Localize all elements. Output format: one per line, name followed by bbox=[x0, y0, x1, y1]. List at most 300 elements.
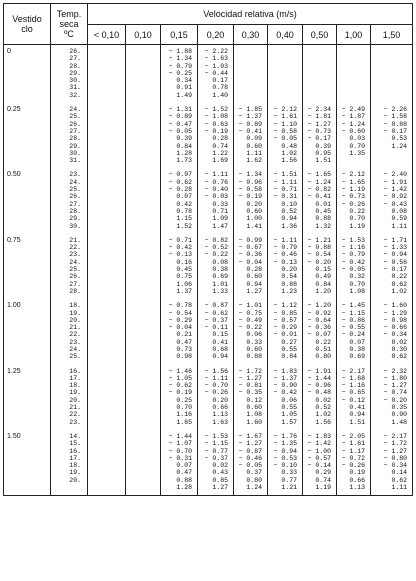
pmv-value: − 2.40 bbox=[383, 171, 408, 179]
pmv-value: − 1.00 bbox=[307, 447, 331, 455]
pmv-value: − 1.91 bbox=[383, 178, 408, 186]
pmv-value: − 0.03 bbox=[204, 193, 228, 201]
pmv-value: − 1.37 bbox=[273, 374, 297, 382]
pmv-value: − 0.79 bbox=[341, 251, 365, 259]
pmv-value: 0.22 bbox=[349, 207, 365, 215]
pmv-value: − 2.32 bbox=[383, 367, 408, 375]
temp-value: 22. bbox=[69, 244, 81, 252]
value-cell bbox=[88, 299, 126, 364]
value-cell bbox=[371, 365, 413, 430]
value-cell bbox=[371, 234, 413, 299]
temp-value: 27. bbox=[69, 200, 81, 208]
pmv-value: 0.08 bbox=[391, 207, 408, 215]
pmv-value: − 1.11 bbox=[273, 236, 297, 244]
temp-value: 23. bbox=[69, 251, 81, 259]
value-cell bbox=[268, 103, 303, 168]
pmv-value: − 0.63 bbox=[204, 120, 228, 128]
pmv-value: 0.68 bbox=[212, 345, 228, 353]
pmv-value: 0.01 bbox=[315, 200, 331, 208]
temp-value: 17. bbox=[69, 454, 81, 462]
pmv-value: 1.02 bbox=[315, 411, 331, 419]
pmv-value: 1.19 bbox=[315, 484, 331, 492]
pmv-value: − 0.28 bbox=[168, 186, 192, 194]
pmv-value: − 0.94 bbox=[383, 251, 408, 259]
pmv-value: 0.74 bbox=[212, 142, 228, 150]
pmv-value: 0.07 bbox=[349, 338, 365, 346]
pmv-value: 0.02 bbox=[391, 338, 408, 346]
pmv-value: − 1.11 bbox=[273, 178, 297, 186]
pmv-value: − 0.62 bbox=[168, 178, 192, 186]
pmv-value: 0.09 bbox=[246, 135, 262, 143]
temp-value: 30. bbox=[69, 149, 81, 157]
pmv-value: − 1.19 bbox=[341, 186, 365, 194]
pmv-value: − 0.76 bbox=[204, 178, 228, 186]
pmv-value: 1.51 bbox=[315, 157, 331, 165]
pmv-value: − 0.44 bbox=[204, 69, 228, 77]
pmv-value: 0.20 bbox=[281, 266, 297, 274]
pmv-value: 1.28 bbox=[176, 149, 192, 157]
pmv-value: 0.70 bbox=[176, 404, 192, 412]
speed-header: 0,15 bbox=[161, 25, 198, 45]
value-cell bbox=[126, 45, 161, 104]
pmv-value: − 0.35 bbox=[238, 389, 262, 397]
pmv-value: 0.59 bbox=[391, 215, 408, 223]
pmv-value: − 1.72 bbox=[383, 440, 408, 448]
pmv-value: − 0.34 bbox=[383, 462, 408, 470]
pmv-value: − 1.11 bbox=[204, 171, 228, 179]
pmv-value: 1.47 bbox=[212, 222, 228, 230]
pmv-value: 1.37 bbox=[176, 287, 192, 295]
pmv-value: 1.08 bbox=[246, 411, 262, 419]
pmv-value: − 0.53 bbox=[273, 454, 297, 462]
pmv-value: − 2.12 bbox=[273, 106, 297, 114]
pmv-value: 1.49 bbox=[176, 91, 192, 99]
value-cell bbox=[303, 365, 337, 430]
value-cell bbox=[198, 365, 234, 430]
pmv-value: − 0.17 bbox=[383, 266, 408, 274]
temp-cell bbox=[51, 103, 88, 168]
pmv-value: 0.02 bbox=[315, 396, 331, 404]
value-cell bbox=[198, 234, 234, 299]
table-row bbox=[4, 103, 413, 168]
pmv-value: 0.88 bbox=[176, 476, 192, 484]
pmv-value: − 0.17 bbox=[307, 135, 331, 143]
pmv-value: 1.23 bbox=[281, 287, 297, 295]
pmv-value: − 1.68 bbox=[341, 374, 365, 382]
pmv-table bbox=[3, 3, 412, 576]
temp-value: 30. bbox=[69, 77, 81, 85]
pmv-value: 1.08 bbox=[349, 287, 365, 295]
pmv-value: − 1.15 bbox=[204, 440, 228, 448]
pmv-value: 0.15 bbox=[315, 266, 331, 274]
value-cell bbox=[337, 234, 371, 299]
temp-value: 31. bbox=[69, 157, 81, 165]
pmv-value: − 0.19 bbox=[238, 193, 262, 201]
temp-value: 29. bbox=[69, 142, 81, 150]
pmv-value: − 1.51 bbox=[273, 171, 297, 179]
speed-header: 1,50 bbox=[371, 25, 413, 45]
pmv-value: − 0.86 bbox=[341, 316, 365, 324]
pmv-value: 0.07 bbox=[176, 462, 192, 470]
temp-value: 19. bbox=[69, 389, 81, 397]
temp-value: 30. bbox=[69, 222, 81, 230]
pmv-value: − 1.16 bbox=[341, 244, 365, 252]
value-cell bbox=[371, 103, 413, 168]
pmv-value: 0.47 bbox=[176, 338, 192, 346]
pmv-value: 1.16 bbox=[176, 411, 192, 419]
pmv-value: 1.19 bbox=[349, 222, 365, 230]
pmv-value: 1.24 bbox=[391, 142, 408, 150]
pmv-value: 0.52 bbox=[281, 207, 297, 215]
temp-cell bbox=[51, 365, 88, 430]
pmv-value: 1.11 bbox=[246, 149, 262, 157]
pmv-value: 0.60 bbox=[246, 404, 262, 412]
pmv-value: − 0.73 bbox=[307, 127, 331, 135]
pmv-value: − 1.44 bbox=[168, 432, 192, 440]
pmv-value: − 0.14 bbox=[307, 462, 331, 470]
pmv-value: 0.12 bbox=[246, 396, 262, 404]
pmv-value: 0.55 bbox=[281, 404, 297, 412]
pmv-value: 0.02 bbox=[212, 462, 228, 470]
pmv-value: 1.33 bbox=[212, 287, 228, 295]
value-cell bbox=[198, 45, 234, 104]
pmv-value: − 1.35 bbox=[273, 440, 297, 448]
pmv-value: − 0.87 bbox=[204, 302, 228, 310]
value-cell bbox=[337, 103, 371, 168]
pmv-value: 0.47 bbox=[176, 469, 192, 477]
clo-value: 1.00 bbox=[4, 299, 51, 364]
pmv-value: 0.39 bbox=[176, 135, 192, 143]
temp-cell bbox=[51, 168, 88, 233]
pmv-value: − 1.91 bbox=[307, 367, 331, 375]
value-cell bbox=[161, 103, 198, 168]
value-cell bbox=[198, 103, 234, 168]
pmv-value: − 1.34 bbox=[168, 55, 192, 63]
pmv-value: − 0.10 bbox=[273, 462, 297, 470]
pmv-value: − 1.21 bbox=[307, 236, 331, 244]
temp-value: 15. bbox=[69, 440, 81, 448]
pmv-value: − 0.36 bbox=[238, 251, 262, 259]
temp-value: 28. bbox=[69, 135, 81, 143]
temp-value: 29. bbox=[69, 69, 81, 77]
pmv-value: − 0.22 bbox=[204, 251, 228, 259]
pmv-value: − 0.90 bbox=[273, 382, 297, 390]
pmv-value: − 1.27 bbox=[238, 374, 262, 382]
pmv-value: 1.27 bbox=[212, 484, 228, 492]
pmv-value: 1.24 bbox=[246, 484, 262, 492]
pmv-value: 1.36 bbox=[281, 222, 297, 230]
pmv-value: 1.69 bbox=[212, 157, 228, 165]
temp-value: 32. bbox=[69, 91, 81, 99]
value-cell bbox=[303, 45, 337, 104]
pmv-value: − 0.07 bbox=[307, 331, 331, 339]
pmv-value: 0.60 bbox=[246, 345, 262, 353]
value-cell bbox=[161, 365, 198, 430]
pmv-value: 0.43 bbox=[212, 469, 228, 477]
pmv-value: − 1.81 bbox=[307, 113, 331, 121]
pmv-value: − 1.71 bbox=[383, 236, 408, 244]
table bbox=[3, 3, 413, 496]
pmv-value: − 0.31 bbox=[168, 454, 192, 462]
pmv-value: − 0.42 bbox=[273, 389, 297, 397]
pmv-value: 0.75 bbox=[176, 273, 192, 281]
pmv-value: − 0.88 bbox=[307, 244, 331, 252]
temp-value: 26. bbox=[69, 193, 81, 201]
pmv-value: 0.16 bbox=[176, 258, 192, 266]
temp-value: 27. bbox=[69, 55, 81, 63]
temp-value: 24. bbox=[69, 178, 81, 186]
pmv-value: 0.84 bbox=[315, 280, 331, 288]
pmv-value: 0.17 bbox=[212, 77, 228, 85]
pmv-value: − 0.73 bbox=[341, 193, 365, 201]
pmv-value: − 1.53 bbox=[341, 236, 365, 244]
temp-value: 23. bbox=[69, 418, 81, 426]
pmv-value: − 0.40 bbox=[204, 186, 228, 194]
clo-value: 1.50 bbox=[4, 430, 51, 496]
pmv-value: − 1.83 bbox=[307, 432, 331, 440]
value-cell bbox=[161, 430, 198, 496]
pmv-value: 1.65 bbox=[176, 418, 192, 426]
pmv-value: − 1.88 bbox=[168, 48, 192, 55]
pmv-value: − 0.24 bbox=[341, 331, 365, 339]
pmv-value: − 2.22 bbox=[204, 48, 228, 55]
pmv-value: 0.95 bbox=[315, 149, 331, 157]
pmv-value: 1.56 bbox=[315, 418, 331, 426]
pmv-value: − 1.15 bbox=[341, 309, 365, 317]
value-cell bbox=[303, 299, 337, 364]
temp-value: 28. bbox=[69, 62, 81, 70]
pmv-value: 1.06 bbox=[176, 280, 192, 288]
pmv-value: 0.33 bbox=[212, 200, 228, 208]
temp-value: 28. bbox=[69, 287, 81, 295]
velocity-header: Velocidad relativa (m/s) bbox=[88, 4, 413, 25]
pmv-value: − 0.47 bbox=[168, 120, 192, 128]
pmv-value: − 0.13 bbox=[273, 258, 297, 266]
value-cell bbox=[268, 45, 303, 104]
pmv-value: − 0.78 bbox=[168, 302, 192, 310]
value-cell bbox=[234, 365, 268, 430]
pmv-value: − 0.79 bbox=[168, 62, 192, 70]
pmv-value: − 0.54 bbox=[168, 309, 192, 317]
pmv-value: 0.03 bbox=[349, 135, 365, 143]
pmv-value: − 0.97 bbox=[168, 171, 192, 179]
pmv-value: 1.11 bbox=[391, 222, 408, 230]
pmv-value: − 0.98 bbox=[383, 316, 408, 324]
pmv-value: − 2.05 bbox=[341, 432, 365, 440]
pmv-value: 1.21 bbox=[281, 484, 297, 492]
pmv-value: 0.80 bbox=[246, 476, 262, 484]
temp-value: 24. bbox=[69, 345, 81, 353]
temp-value: 31. bbox=[69, 84, 81, 92]
table-row bbox=[4, 299, 413, 364]
pmv-value: 1.22 bbox=[212, 149, 228, 157]
pmv-value: 0.55 bbox=[281, 345, 297, 353]
temp-label-2: seca bbox=[59, 19, 79, 29]
pmv-value: − 0.67 bbox=[238, 244, 262, 252]
pmv-value: − 0.94 bbox=[273, 447, 297, 455]
value-cell bbox=[198, 168, 234, 233]
pmv-value: − 0.58 bbox=[238, 186, 262, 194]
pmv-value: 0.22 bbox=[391, 273, 408, 281]
pmv-value: 1.52 bbox=[176, 222, 192, 230]
pmv-value: 0.94 bbox=[281, 215, 297, 223]
value-cell bbox=[234, 299, 268, 364]
value-cell bbox=[303, 430, 337, 496]
temp-value: 21. bbox=[69, 404, 81, 412]
pmv-value: 1.09 bbox=[212, 215, 228, 223]
pmv-value: 1.00 bbox=[246, 215, 262, 223]
value-cell bbox=[234, 168, 268, 233]
temp-value: 18. bbox=[69, 382, 81, 390]
temp-value: 16. bbox=[69, 447, 81, 455]
pmv-value: − 0.05 bbox=[238, 462, 262, 470]
pmv-value: 1.56 bbox=[281, 157, 297, 165]
pmv-value: − 0.64 bbox=[307, 316, 331, 324]
pmv-value: − 0.26 bbox=[341, 462, 365, 470]
temp-label-3: ºC bbox=[64, 29, 74, 39]
pmv-value: − 1.17 bbox=[341, 447, 365, 455]
pmv-value: 0.30 bbox=[391, 345, 408, 353]
pmv-value: 0.28 bbox=[212, 135, 228, 143]
pmv-value: 1.73 bbox=[176, 157, 192, 165]
pmv-value: 1.41 bbox=[246, 222, 262, 230]
pmv-value: 1.28 bbox=[176, 484, 192, 492]
pmv-value: 0.62 bbox=[391, 476, 408, 484]
temp-value: 19. bbox=[69, 469, 81, 477]
speed-header: 0,20 bbox=[198, 25, 234, 45]
temp-value: 29. bbox=[69, 215, 81, 223]
pmv-value: − 1.45 bbox=[341, 302, 365, 310]
pmv-value: − 0.79 bbox=[273, 244, 297, 252]
pmv-value: − 0.70 bbox=[204, 382, 228, 390]
value-cell bbox=[126, 168, 161, 233]
pmv-value: − 0.58 bbox=[273, 127, 297, 135]
pmv-value: − 1.58 bbox=[383, 113, 408, 121]
pmv-value: 0.08 bbox=[212, 258, 228, 266]
temp-value: 28. bbox=[69, 207, 81, 215]
pmv-value: 0.41 bbox=[349, 404, 365, 412]
pmv-value: 0.39 bbox=[315, 142, 331, 150]
pmv-value: − 0.96 bbox=[307, 382, 331, 390]
pmv-value: − 1.72 bbox=[238, 367, 262, 375]
pmv-value: − 0.22 bbox=[238, 324, 262, 332]
pmv-value: − 0.77 bbox=[204, 447, 228, 455]
pmv-value: − 2.17 bbox=[383, 432, 408, 440]
pmv-value: − 1.01 bbox=[238, 302, 262, 310]
pmv-value: 0.25 bbox=[176, 396, 192, 404]
pmv-value: − 0.34 bbox=[383, 331, 408, 339]
pmv-value: 0.33 bbox=[281, 469, 297, 477]
temp-value: 22. bbox=[69, 331, 81, 339]
speed-header: 0,50 bbox=[303, 25, 337, 45]
value-cell bbox=[371, 45, 413, 104]
pmv-value: − 1.53 bbox=[204, 432, 228, 440]
value-cell bbox=[234, 103, 268, 168]
value-cell bbox=[161, 168, 198, 233]
pmv-value: 0.62 bbox=[391, 353, 408, 361]
clo-header bbox=[4, 4, 51, 45]
pmv-value: − 0.36 bbox=[307, 324, 331, 332]
pmv-value: − 0.42 bbox=[168, 244, 192, 252]
pmv-value: 0.06 bbox=[246, 331, 262, 339]
temp-value: 18. bbox=[69, 462, 81, 470]
pmv-value: − 0.29 bbox=[168, 316, 192, 324]
pmv-value: 0.85 bbox=[212, 476, 228, 484]
pmv-value: − 0.11 bbox=[204, 324, 228, 332]
pmv-value: − 0.37 bbox=[204, 454, 228, 462]
value-cell bbox=[371, 430, 413, 496]
speed-header: < 0,10 bbox=[88, 25, 126, 45]
temp-value: 19. bbox=[69, 309, 81, 317]
pmv-value: − 1.12 bbox=[273, 302, 297, 310]
value-cell bbox=[161, 45, 198, 104]
pmv-value: − 0.66 bbox=[383, 324, 408, 332]
pmv-value: − 0.89 bbox=[238, 120, 262, 128]
pmv-value: − 1.56 bbox=[204, 367, 228, 375]
pmv-value: − 1.20 bbox=[307, 302, 331, 310]
pmv-value: − 1.08 bbox=[204, 113, 228, 121]
clo-value: 0.25 bbox=[4, 103, 51, 168]
pmv-value: − 0.96 bbox=[238, 178, 262, 186]
temp-cell bbox=[51, 299, 88, 364]
pmv-value: − 1.61 bbox=[341, 440, 365, 448]
pmv-value: 1.13 bbox=[212, 411, 228, 419]
pmv-value: − 0.57 bbox=[307, 454, 331, 462]
temp-value: 20. bbox=[69, 476, 81, 484]
temp-value: 25. bbox=[69, 113, 81, 121]
pmv-value: 1.05 bbox=[281, 411, 297, 419]
pmv-value: − 0.92 bbox=[383, 193, 408, 201]
pmv-value: 0.60 bbox=[246, 273, 262, 281]
pmv-value: 1.62 bbox=[246, 157, 262, 165]
value-cell bbox=[126, 365, 161, 430]
value-cell bbox=[337, 45, 371, 104]
value-cell bbox=[337, 365, 371, 430]
pmv-value: − 1.65 bbox=[307, 171, 331, 179]
pmv-value: 0.74 bbox=[315, 476, 331, 484]
pmv-value: − 0.92 bbox=[307, 309, 331, 317]
pmv-value: − 0.26 bbox=[204, 389, 228, 397]
pmv-value: 0.52 bbox=[315, 404, 331, 412]
table-row bbox=[4, 234, 413, 299]
temp-value: 24. bbox=[69, 106, 81, 114]
pmv-value: − 0.89 bbox=[168, 113, 192, 121]
value-cell bbox=[268, 168, 303, 233]
pmv-value: − 0.20 bbox=[307, 258, 331, 266]
clo-label-1: Vestido bbox=[12, 14, 42, 24]
pmv-value: − 0.37 bbox=[204, 316, 228, 324]
pmv-value: 0.60 bbox=[246, 142, 262, 150]
pmv-value: − 1.83 bbox=[273, 367, 297, 375]
pmv-value: 0.69 bbox=[212, 273, 228, 281]
value-cell bbox=[303, 234, 337, 299]
pmv-value: 1.63 bbox=[212, 418, 228, 426]
value-cell bbox=[88, 234, 126, 299]
clo-value: 1.25 bbox=[4, 365, 51, 430]
pmv-value: − 2.49 bbox=[341, 106, 365, 114]
temp-cell bbox=[51, 45, 88, 104]
pmv-value: 0.07 bbox=[176, 193, 192, 201]
pmv-value: 1.20 bbox=[315, 287, 331, 295]
temp-cell bbox=[51, 430, 88, 496]
pmv-value: − 0.52 bbox=[204, 244, 228, 252]
pmv-value: 0.69 bbox=[349, 353, 365, 361]
pmv-value: − 1.24 bbox=[341, 120, 365, 128]
pmv-value: 0.80 bbox=[315, 353, 331, 361]
temp-value: 22. bbox=[69, 411, 81, 419]
pmv-value: − 1.37 bbox=[238, 113, 262, 121]
pmv-value: − 1.46 bbox=[168, 367, 192, 375]
